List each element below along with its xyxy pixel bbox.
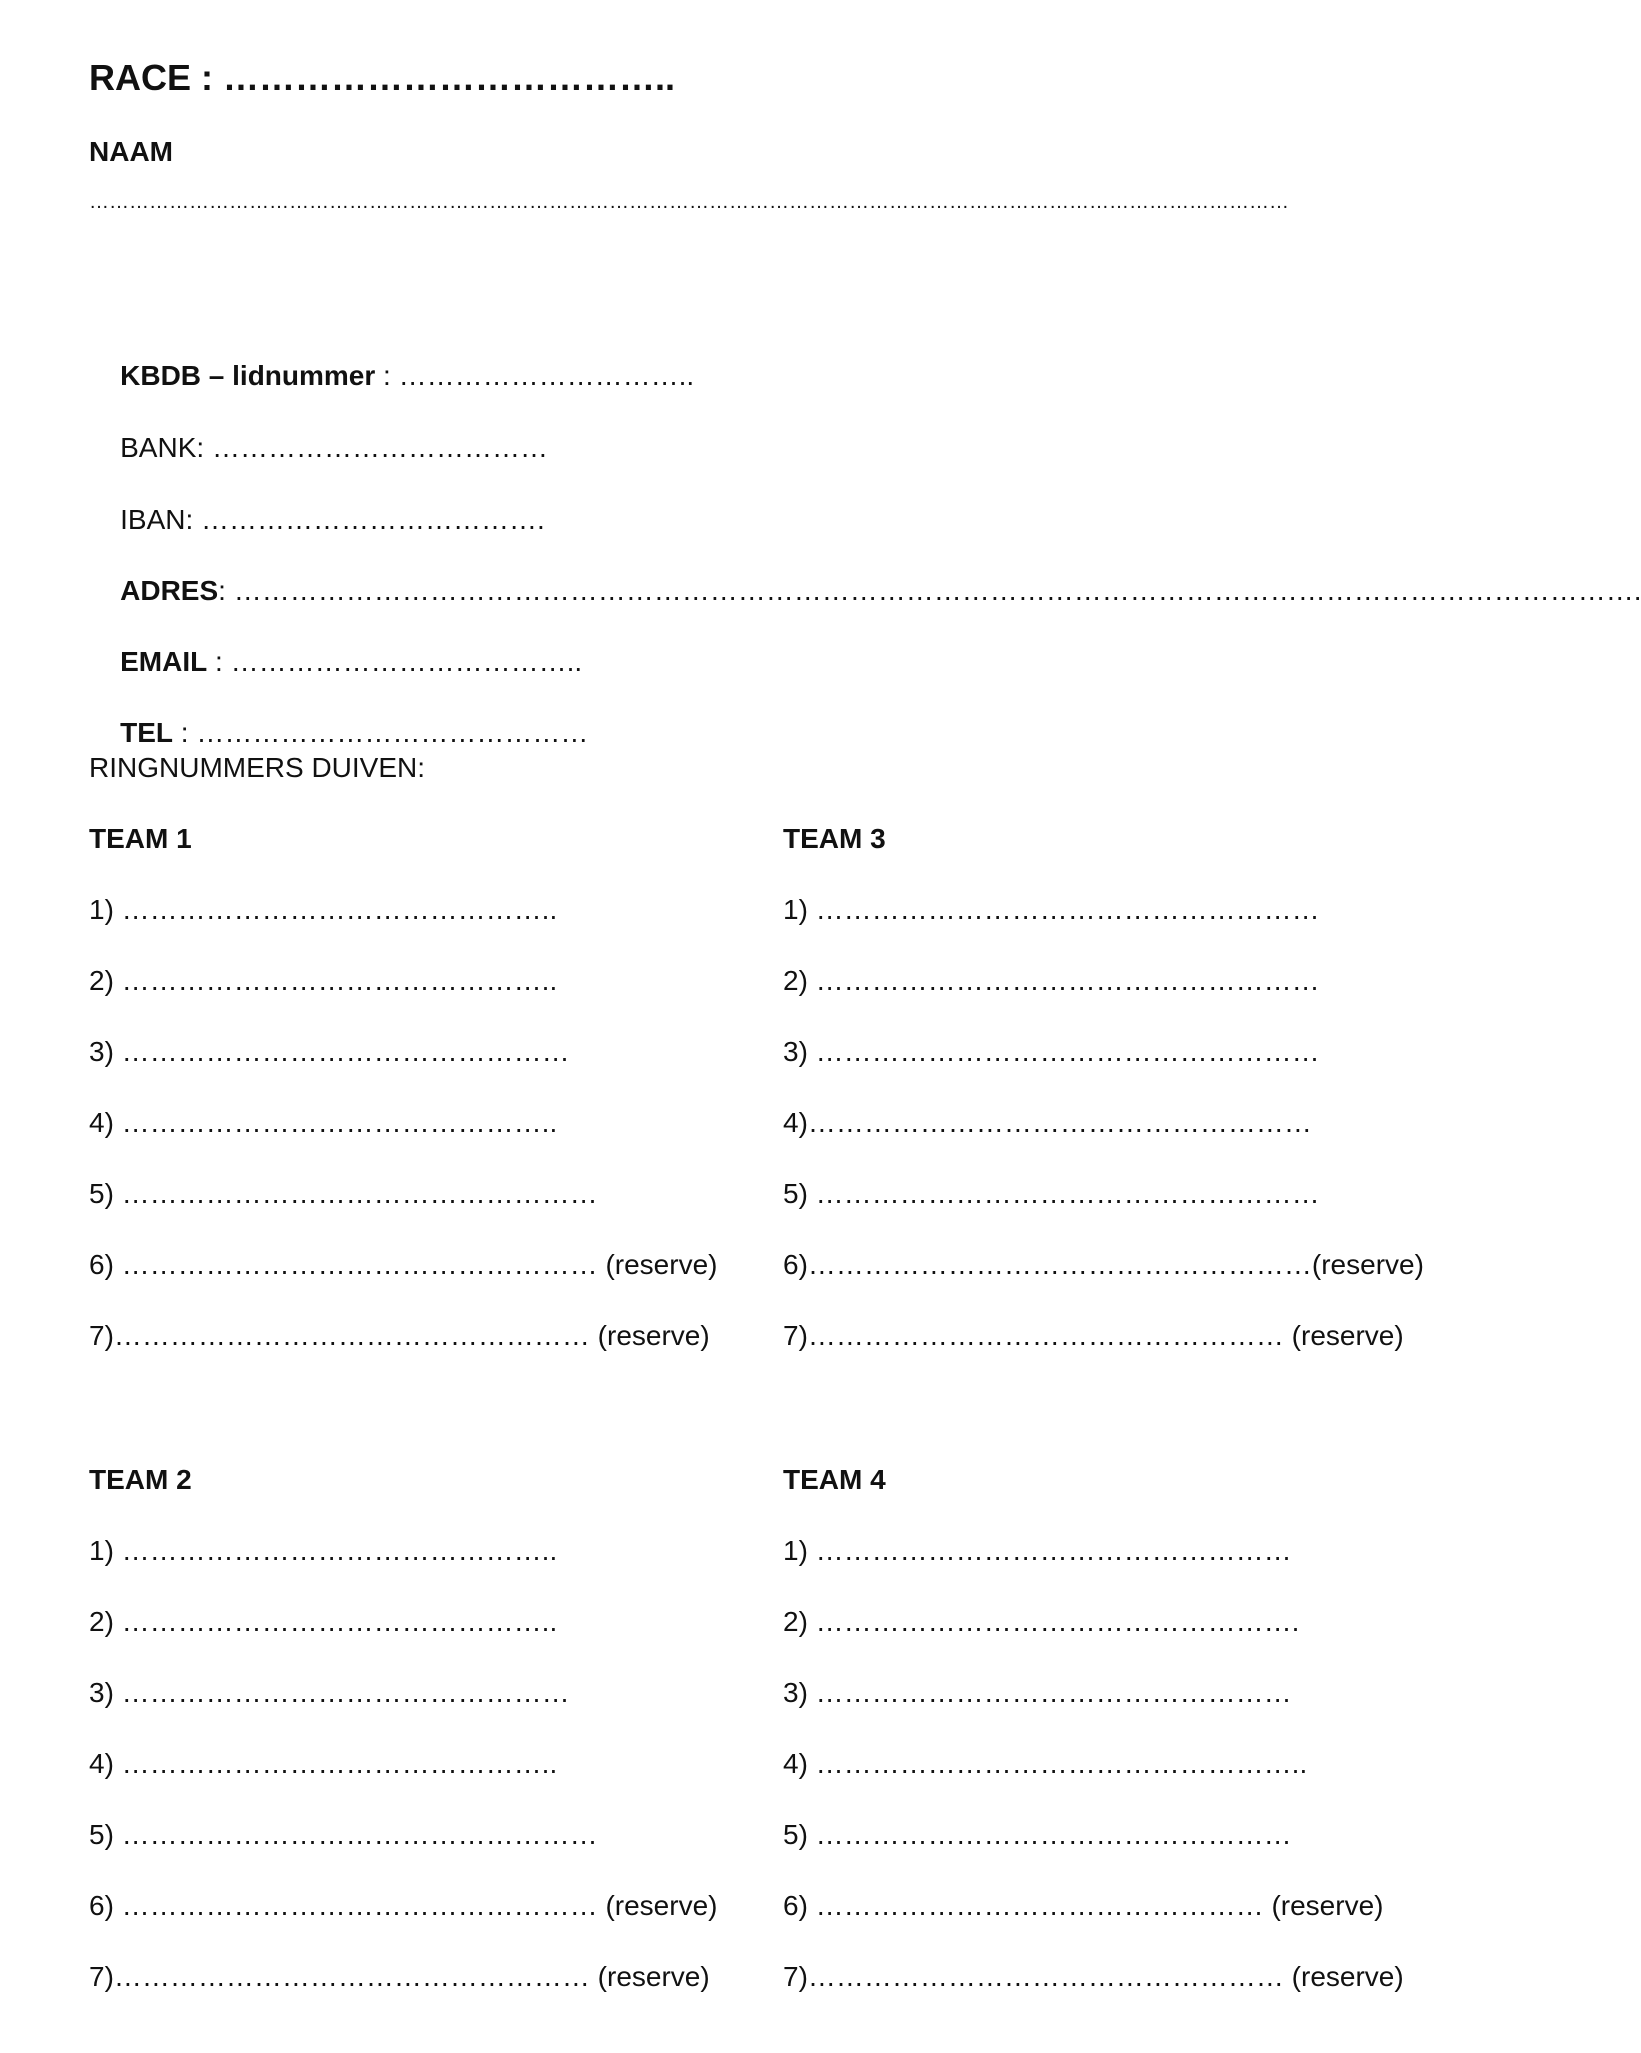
email-label: EMAIL xyxy=(120,646,208,677)
team-4-ring-2[interactable]: 2) ……………………………………………. xyxy=(783,1606,1300,1637)
team-2-ring-7-reserve[interactable]: 7)…………………………………………… (reserve) xyxy=(89,1961,710,1992)
kbdb-label: KBDB – lidnummer xyxy=(120,360,376,391)
team-1-ring-7-reserve[interactable]: 7)…………………………………………… (reserve) xyxy=(89,1320,710,1351)
team-1-heading: TEAM 1 xyxy=(89,823,192,854)
team-2-heading: TEAM 2 xyxy=(89,1464,192,1495)
adres-dots: ……………………………………………………………………………………………………………………………………. xyxy=(233,575,1641,606)
team-3-ring-5[interactable]: 5) ……………………………………………… xyxy=(783,1178,1320,1209)
team-3-ring-6-reserve[interactable]: 6)………………………………………………(reserve) xyxy=(783,1249,1424,1280)
race-title: RACE : ……………………………….. xyxy=(89,57,676,98)
team-4-ring-7-reserve[interactable]: 7)…………………………………………… (reserve) xyxy=(783,1961,1404,1992)
kbdb-field[interactable]: KBDB – lidnummer : ………………………….. xyxy=(120,360,695,391)
team-4-ring-3[interactable]: 3) …………………………………………… xyxy=(783,1677,1292,1708)
team-1-ring-6-reserve[interactable]: 6) …………………………………………… (reserve) xyxy=(89,1249,718,1280)
team-4-ring-4[interactable]: 4) …………………………………………….. xyxy=(783,1748,1308,1779)
naam-field[interactable]: ……………………………………………………………………………………………………………………………………………………………… xyxy=(89,191,1289,213)
team-4-heading: TEAM 4 xyxy=(783,1464,886,1495)
team-4-ring-1[interactable]: 1) …………………………………………… xyxy=(783,1535,1292,1566)
tel-label: TEL xyxy=(120,717,174,748)
naam-label: NAAM xyxy=(89,136,173,167)
adres-field[interactable]: ADRES: ……………………………………………………………………………………………………………………………………. xyxy=(120,575,1641,606)
bank-label: BANK: xyxy=(120,432,205,463)
team-2-ring-1[interactable]: 1) ……………………………………….. xyxy=(89,1535,558,1566)
tel-field[interactable]: TEL : …………………………………… xyxy=(120,717,589,748)
team-2-ring-3[interactable]: 3) ………………………………………… xyxy=(89,1677,570,1708)
team-1-ring-2[interactable]: 2) ……………………………………….. xyxy=(89,965,558,996)
team-1-ring-4[interactable]: 4) ……………………………………….. xyxy=(89,1107,558,1138)
team-2-ring-4[interactable]: 4) ……………………………………….. xyxy=(89,1748,558,1779)
bank-dots: ……………………………… xyxy=(211,432,548,463)
team-2-ring-5[interactable]: 5) …………………………………………… xyxy=(89,1819,598,1850)
team-3-ring-4[interactable]: 4)……………………………………………… xyxy=(783,1107,1312,1138)
team-4-ring-5[interactable]: 5) …………………………………………… xyxy=(783,1819,1292,1850)
email-field[interactable]: EMAIL : ……………………………….. xyxy=(120,646,583,677)
team-1-ring-3[interactable]: 3) ………………………………………… xyxy=(89,1036,570,1067)
team-3-heading: TEAM 3 xyxy=(783,823,886,854)
team-2-ring-2[interactable]: 2) ……………………………………….. xyxy=(89,1606,558,1637)
iban-label: IBAN: xyxy=(120,504,194,535)
team-3-ring-2[interactable]: 2) ……………………………………………… xyxy=(783,965,1320,996)
team-3-ring-3[interactable]: 3) ……………………………………………… xyxy=(783,1036,1320,1067)
ringnummers-heading: RINGNUMMERS DUIVEN: xyxy=(89,752,426,783)
team-3-ring-7-reserve[interactable]: 7)…………………………………………… (reserve) xyxy=(783,1320,1404,1351)
kbdb-dots: ………………………….. xyxy=(398,360,695,391)
team-1-ring-1[interactable]: 1) ……………………………………….. xyxy=(89,894,558,925)
tel-dots: …………………………………… xyxy=(196,717,589,748)
team-2-ring-6-reserve[interactable]: 6) …………………………………………… (reserve) xyxy=(89,1890,718,1921)
email-dots: ……………………………….. xyxy=(230,646,583,677)
team-1-ring-5[interactable]: 5) …………………………………………… xyxy=(89,1178,598,1209)
adres-label: ADRES xyxy=(120,575,219,606)
team-3-ring-1[interactable]: 1) ……………………………………………… xyxy=(783,894,1320,925)
team-4-ring-6-reserve[interactable]: 6) ………………………………………… (reserve) xyxy=(783,1890,1384,1921)
iban-dots: ………………………………. xyxy=(201,504,545,535)
